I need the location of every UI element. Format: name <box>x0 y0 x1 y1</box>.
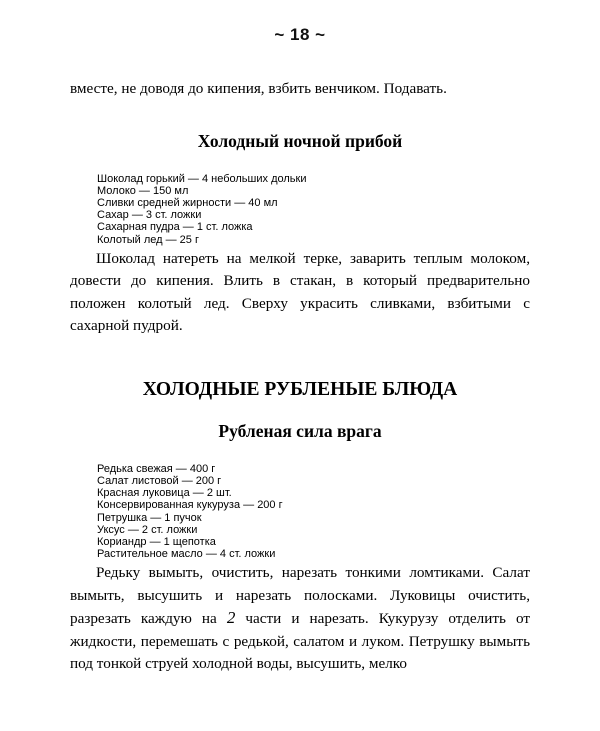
page-number: ~ 18 ~ <box>274 25 326 44</box>
list-item: Колотый лед — 25 г <box>97 233 199 246</box>
spacer <box>70 401 530 421</box>
list-item: Редька свежая — 400 г <box>97 462 216 475</box>
list-item: Растительное масло — 4 ст. ложки <box>97 548 276 561</box>
recipe-2-instructions <box>70 562 530 676</box>
recipe-1-instructions: Шоколад натереть на мелкой терке, заварить теплым молоком, довести до кипения. Влить в стакан, в который предварительно положен колотый лед. Сверху украсить сливками, взбитыми с сахарной пудрой. <box>70 249 530 335</box>
list-item: Салат листовой — 200 г <box>97 474 222 487</box>
instructions-text-before-quantity: Редьку вымыть, очистить, нарезать тонкими ломтиками. Салат вымыть, высушить и нарезать полосками. Луковицы очистить, разрезать каждую на <box>70 564 530 628</box>
list-item: Уксус — 2 ст. ложки <box>97 523 198 536</box>
spacer <box>70 442 530 463</box>
intro-paragraph: вместе, не доводя до кипения, взбить венчиком. Подавать. <box>70 80 447 97</box>
recipe-title-cold-night-surf: Холодный ночной прибой <box>197 130 403 151</box>
list-item: Консервированная кукуруза — 200 г <box>97 499 283 512</box>
instructions-text-after-quantity: части и нарезать. Кукурузу отделить от жидкости, перемешать с редькой, салатом и луком. Петрушку вымыть под тонкой струей холодной воды, высушить, мелко <box>70 610 530 673</box>
list-item: Шоколад горький — 4 небольших дольки <box>97 172 307 185</box>
list-item: Кориандр — 1 щепотка <box>97 535 216 548</box>
page-content <box>70 78 530 676</box>
ingredient-list-recipe-2 <box>70 463 530 561</box>
list-item: Сахарная пудра — 1 ст. ложка <box>97 221 253 234</box>
list-item: Молоко — 150 мл <box>97 184 189 197</box>
list-item: Сливки средней жирности — 40 мл <box>97 196 278 209</box>
list-item: Сахар — 3 ст. ложки <box>97 209 202 222</box>
instructions-quantity-emphasis: 2 <box>226 608 236 628</box>
spacer <box>70 152 530 173</box>
section-heading-cold-chopped-dishes: ХОЛОДНЫЕ РУБЛЕНЫЕ БЛЮДА <box>142 378 458 400</box>
spacer <box>70 338 530 379</box>
ingredient-list-recipe-1 <box>70 173 530 246</box>
list-item: Петрушка — 1 пучок <box>97 511 202 524</box>
spacer <box>70 101 530 131</box>
list-item: Красная луковица — 2 шт. <box>97 487 232 500</box>
recipe-title-chopped-enemy-force: Рубленая сила врага <box>218 420 382 441</box>
